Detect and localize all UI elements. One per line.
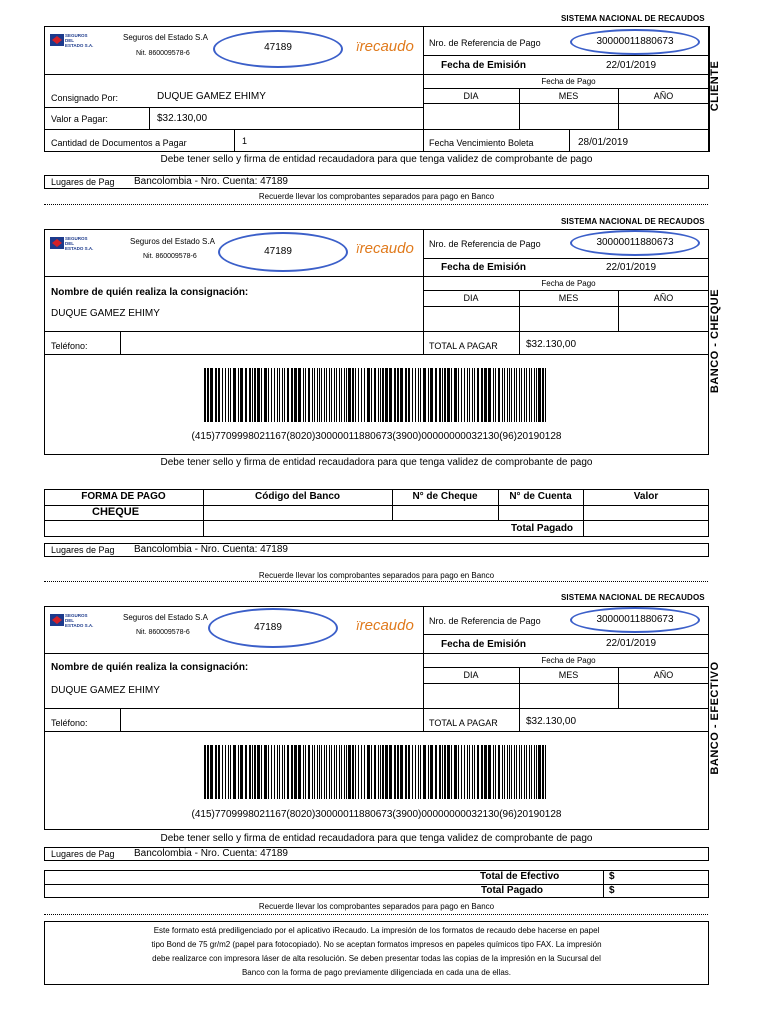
company-name-2: Seguros del Estado S.A — [130, 237, 215, 246]
mes-label-3: MES — [558, 670, 579, 680]
company-name-3: Seguros del Estado S.A — [123, 613, 208, 622]
mes-label: MES — [558, 91, 579, 101]
total-pagado-dollar: $ — [609, 885, 615, 896]
total-pagado-label: Total Pagado — [511, 523, 574, 534]
ref-label: Nro. de Referencia de Pago — [429, 38, 541, 48]
sello-note-1: Debe tener sello y firma de entidad recaudadora para que tenga validez de comprobante de pago — [160, 154, 593, 165]
ref-value: 30000011880673 — [596, 36, 674, 47]
barcode — [204, 368, 548, 422]
cantidad-value: 1 — [242, 136, 248, 146]
company-nit: Nit. 860009578-6 — [136, 50, 190, 57]
company-name: Seguros del Estado S.A — [123, 33, 208, 42]
forma-value: CHEQUE — [92, 506, 140, 518]
fecha-pago-label-3: Fecha de Pago — [541, 656, 596, 665]
company-nit-2: Nit. 860009578-6 — [143, 253, 197, 260]
lugares-value-1: Bancolombia - Nro. Cuenta: 47189 — [134, 176, 288, 187]
sello-note-3: Debe tener sello y firma de entidad recaudadora para que tenga validez de comprobante de pago — [160, 833, 593, 844]
total-pagar-label-3: TOTAL A PAGAR — [429, 718, 498, 728]
fecha-venc-label: Fecha Vencimiento Boleta — [429, 138, 534, 148]
fecha-venc-value: 28/01/2019 — [578, 137, 629, 148]
consignado-value: DUQUE GAMEZ EHIMY — [157, 91, 266, 102]
codigo-banco-header: Código del Banco — [255, 491, 340, 502]
section-cliente-label: CLIENTE — [709, 60, 721, 112]
irecaudo-logo-3: ïrecaudo — [356, 617, 414, 634]
company-nit-3: Nit. 860009578-6 — [136, 629, 190, 636]
fecha-emision-value: 22/01/2019 — [606, 60, 657, 71]
fecha-emision-label: Fecha de Emisión — [441, 60, 527, 71]
fecha-pago-label-2: Fecha de Pago — [541, 279, 596, 288]
telefono-label-3: Teléfono: — [51, 718, 88, 728]
total-pagar-value: $32.130,00 — [526, 339, 577, 350]
total-pagado-label-3: Total Pagado — [481, 885, 544, 896]
seguros-logo: SEGUROS DEL ESTADO S.A. — [50, 32, 98, 52]
valor-header: Valor — [633, 491, 659, 502]
footer-line-3: debe realizarce con impresora láser de alta resolución. Se deben presentar todas las copias de la impresión en la Sucursal del — [152, 954, 601, 963]
cantidad-label: Cantidad de Documentos a Pagar — [51, 138, 187, 148]
dia-label: DIA — [463, 91, 479, 101]
nombre-consig-value-3: DUQUE GAMEZ EHIMY — [51, 685, 160, 696]
footer-line-4: Banco con la forma de pago previamente diligenciada en cada una de ellas. — [241, 968, 512, 977]
telefono-label: Teléfono: — [51, 341, 88, 351]
forma-pago-header: FORMA DE PAGO — [81, 491, 166, 502]
footer-line-1: Este formato está prediligenciado por el aplicativo iRecaudo. La impresión de los formatos de recaudo debe hacerse en papel — [153, 926, 600, 935]
barcode-2 — [204, 745, 548, 799]
recuerde-note-2: Recuerde llevar los comprobantes separados para pago en Banco — [258, 571, 495, 580]
recuerde-note-3: Recuerde llevar los comprobantes separados para pago en Banco — [258, 902, 495, 911]
ref-label-3: Nro. de Referencia de Pago — [429, 616, 541, 626]
fecha-emision-value-2: 22/01/2019 — [606, 262, 657, 273]
fecha-emision-value-3: 22/01/2019 — [606, 638, 657, 649]
anio-label-3: AÑO — [653, 670, 674, 680]
seguros-logo-3: SEGUROS DEL ESTADO S.A. — [50, 612, 98, 632]
fecha-emision-label-2: Fecha de Emisión — [441, 262, 527, 273]
total-pagar-label: TOTAL A PAGAR — [429, 341, 498, 351]
fecha-emision-label-3: Fecha de Emisión — [441, 639, 527, 650]
company-code: 47189 — [264, 42, 292, 53]
mes-label-2: MES — [558, 293, 579, 303]
valor-value: $32.130,00 — [157, 113, 208, 124]
lugares-label-1: Lugares de Pag — [51, 177, 115, 187]
dia-label-3: DIA — [463, 670, 479, 680]
company-code-2: 47189 — [264, 246, 292, 257]
lugares-label-2: Lugares de Pag — [51, 545, 115, 555]
irecaudo-logo: ïrecaudo — [356, 38, 414, 55]
num-cuenta-header: N° de Cuenta — [509, 491, 572, 502]
lugares-value-2: Bancolombia - Nro. Cuenta: 47189 — [134, 544, 288, 555]
footer-line-2: tipo Bond de 75 gr/m2 (papel para fotocopiado). No se aceptan formatos impresos en papeles químicos tipo FAX. La impresión — [151, 940, 602, 949]
total-pagar-value-3: $32.130,00 — [526, 716, 577, 727]
lugares-label-3: Lugares de Pag — [51, 849, 115, 859]
valor-label: Valor a Pagar: — [51, 114, 108, 124]
consignado-label: Consignado Por: — [51, 93, 119, 103]
system-title-3: SISTEMA NACIONAL DE RECAUDOS — [561, 593, 705, 602]
ref-label-2: Nro. de Referencia de Pago — [429, 239, 541, 249]
barcode-text: (415)7709998021167(8020)30000011880673(3900)00000000032130(96)20190128 — [191, 431, 562, 442]
system-title: SISTEMA NACIONAL DE RECAUDOS — [561, 14, 705, 23]
system-title-2: SISTEMA NACIONAL DE RECAUDOS — [561, 217, 705, 226]
anio-label-2: AÑO — [653, 293, 674, 303]
recuerde-note-1: Recuerde llevar los comprobantes separados para pago en Banco — [258, 192, 495, 201]
fecha-pago-label: Fecha de Pago — [541, 77, 596, 86]
section-efectivo-label: BANCO - EFECTIVO — [709, 661, 721, 775]
num-cheque-header: N° de Cheque — [412, 491, 478, 502]
seguros-logo-2: SEGUROS DEL ESTADO S.A. — [50, 235, 98, 255]
total-efectivo-dollar: $ — [609, 871, 615, 882]
nombre-consig-value: DUQUE GAMEZ EHIMY — [51, 308, 160, 319]
ref-value-3: 30000011880673 — [596, 614, 674, 625]
dia-label-2: DIA — [463, 293, 479, 303]
lugares-value-3: Bancolombia - Nro. Cuenta: 47189 — [134, 848, 288, 859]
nombre-consig-label-3: Nombre de quién realiza la consignación: — [51, 662, 249, 673]
nombre-consig-label: Nombre de quién realiza la consignación: — [51, 287, 249, 298]
company-code-3: 47189 — [254, 622, 282, 633]
barcode-text-2: (415)7709998021167(8020)30000011880673(3900)00000000032130(96)20190128 — [191, 809, 562, 820]
anio-label: AÑO — [653, 91, 674, 101]
ref-value-2: 30000011880673 — [596, 237, 674, 248]
total-efectivo-label: Total de Efectivo — [480, 871, 560, 882]
irecaudo-logo-2: ïrecaudo — [356, 240, 414, 257]
section-cheque-label: BANCO - CHEQUE — [709, 288, 721, 394]
sello-note-2: Debe tener sello y firma de entidad recaudadora para que tenga validez de comprobante de pago — [160, 457, 593, 468]
